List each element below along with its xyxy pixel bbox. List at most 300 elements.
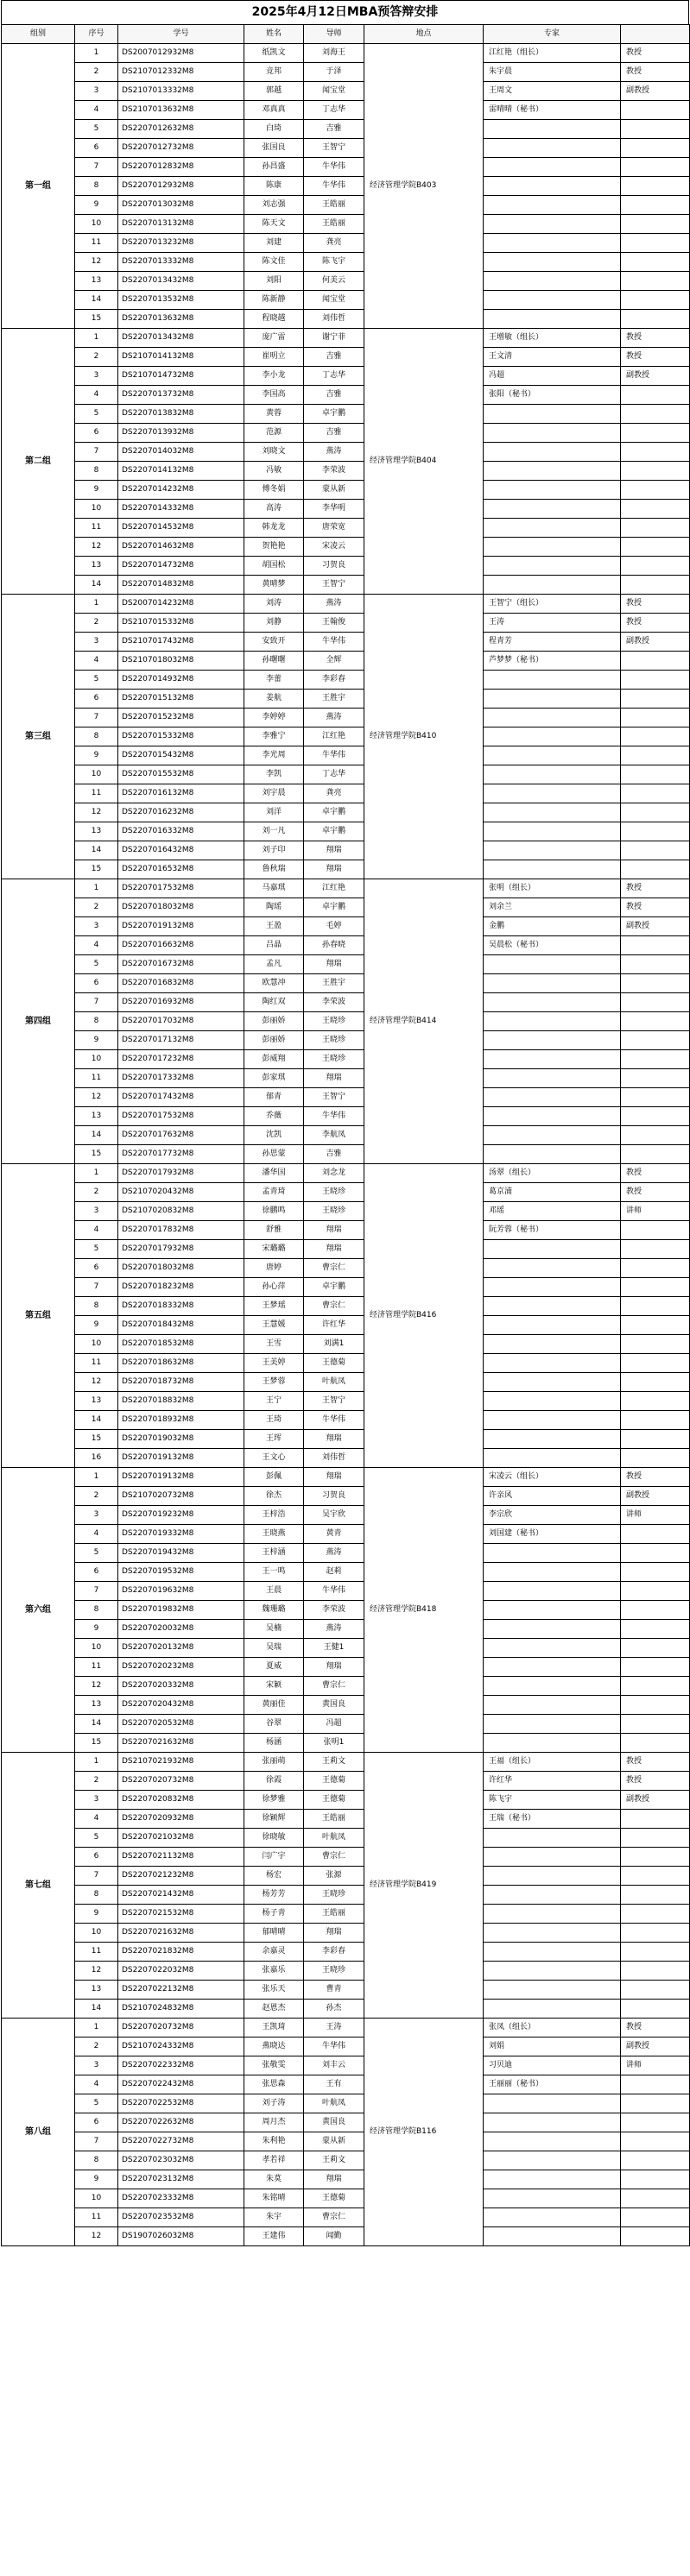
expert-title-cell <box>621 2227 690 2246</box>
expert-title-cell: 副教授 <box>621 917 690 936</box>
seq-cell: 7 <box>75 443 118 462</box>
expert-title-cell <box>621 974 690 993</box>
expert-title-cell <box>621 1601 690 1620</box>
expert-name-cell <box>484 860 621 879</box>
expert-name-cell <box>484 2170 621 2189</box>
table-row <box>2 538 690 557</box>
student-id-cell: DS2207021232M8 <box>118 1867 244 1886</box>
seq-cell: 11 <box>75 519 118 538</box>
expert-title-cell <box>621 652 690 671</box>
student-name-cell: 郁晴晴 <box>244 1924 304 1943</box>
advisor-cell: 王德菊 <box>304 1772 364 1791</box>
table-row <box>2 1297 690 1316</box>
expert-name-cell <box>484 291 621 310</box>
expert-name-cell: 雷晴晴（秘书） <box>484 101 621 120</box>
expert-name-cell <box>484 1259 621 1278</box>
table-row <box>2 746 690 765</box>
table-row <box>2 2227 690 2246</box>
student-name-cell: 朱莫 <box>244 2170 304 2189</box>
advisor-cell: 王德菊 <box>304 1354 364 1373</box>
student-name-cell: 张思森 <box>244 2075 304 2094</box>
table-row <box>2 82 690 101</box>
expert-title-cell: 教授 <box>621 329 690 348</box>
table-row <box>2 1107 690 1126</box>
expert-title-cell: 副教授 <box>621 1487 690 1506</box>
student-id-cell: DS2207015432M8 <box>118 746 244 765</box>
expert-name-cell <box>484 443 621 462</box>
expert-name-cell <box>484 1715 621 1734</box>
student-id-cell: DS2207017332M8 <box>118 1069 244 1088</box>
student-name-cell: 孙心萍 <box>244 1278 304 1297</box>
advisor-cell: 王晓珍 <box>304 1012 364 1031</box>
advisor-cell: 王晓珍 <box>304 1050 364 1069</box>
expert-name-cell <box>484 2094 621 2113</box>
advisor-cell: 曹宗仁 <box>304 1848 364 1867</box>
expert-title-cell <box>621 2113 690 2132</box>
expert-title-cell <box>621 1696 690 1715</box>
expert-title-cell <box>621 1240 690 1259</box>
table-row <box>2 1392 690 1411</box>
student-id-cell: DS2207020932M8 <box>118 1810 244 1829</box>
expert-title-cell <box>621 1335 690 1354</box>
table-row <box>2 1335 690 1354</box>
seq-cell: 3 <box>75 1202 118 1221</box>
student-id-cell: DS2207017532M8 <box>118 1107 244 1126</box>
student-name-cell: 刘晓文 <box>244 443 304 462</box>
expert-name-cell <box>484 727 621 746</box>
student-id-cell: DS1907026032M8 <box>118 2227 244 2246</box>
expert-title-cell <box>621 1278 690 1297</box>
expert-name-cell <box>484 1943 621 1962</box>
student-name-cell: 陶瑶 <box>244 898 304 917</box>
student-id-cell: DS2207020132M8 <box>118 1639 244 1658</box>
seq-cell: 15 <box>75 1145 118 1164</box>
table-row <box>2 614 690 633</box>
header-expert-title <box>621 25 690 44</box>
student-name-cell: 李凯 <box>244 765 304 784</box>
seq-cell: 5 <box>75 405 118 424</box>
expert-name-cell <box>484 974 621 993</box>
expert-title-cell <box>621 291 690 310</box>
student-name-cell: 余嘉灵 <box>244 1943 304 1962</box>
student-id-cell: DS2207017932M8 <box>118 1240 244 1259</box>
group-name: 第五组 <box>2 1164 75 1468</box>
table-row <box>2 1791 690 1810</box>
student-id-cell: DS2207012832M8 <box>118 158 244 177</box>
student-id-cell: DS2207018532M8 <box>118 1335 244 1354</box>
seq-cell: 5 <box>75 1829 118 1848</box>
advisor-cell: 王皓丽 <box>304 196 364 215</box>
expert-name-cell <box>484 1620 621 1639</box>
expert-title-cell <box>621 746 690 765</box>
table-row <box>2 652 690 671</box>
seq-cell: 2 <box>75 63 118 82</box>
advisor-cell: 赵莉 <box>304 1563 364 1582</box>
advisor-cell: 许红华 <box>304 1316 364 1335</box>
advisor-cell: 李航凤 <box>304 1126 364 1145</box>
advisor-cell: 刘丰云 <box>304 2056 364 2075</box>
student-id-cell: DS2207023132M8 <box>118 2170 244 2189</box>
expert-name-cell <box>484 1449 621 1468</box>
student-id-cell: DS2207015332M8 <box>118 727 244 746</box>
student-id-cell: DS2207022132M8 <box>118 1981 244 2000</box>
expert-name-cell <box>484 1563 621 1582</box>
student-name-cell: 闫广宇 <box>244 1848 304 1867</box>
table-row <box>2 2056 690 2075</box>
student-name-cell: 陶红双 <box>244 993 304 1012</box>
student-id-cell: DS2207016332M8 <box>118 822 244 841</box>
student-name-cell: 韩龙龙 <box>244 519 304 538</box>
student-name-cell: 胡国松 <box>244 557 304 576</box>
seq-cell: 15 <box>75 310 118 329</box>
advisor-cell: 江红艳 <box>304 879 364 898</box>
seq-cell: 6 <box>75 139 118 158</box>
advisor-cell: 翔瑞 <box>304 955 364 974</box>
advisor-cell: 翔瑞 <box>304 841 364 860</box>
table-row <box>2 690 690 709</box>
expert-title-cell <box>621 1734 690 1753</box>
expert-title-cell <box>621 519 690 538</box>
student-id-cell: DS2207020332M8 <box>118 1677 244 1696</box>
student-name-cell: 彭丽娇 <box>244 1031 304 1050</box>
student-id-cell: DS2207013132M8 <box>118 215 244 234</box>
expert-title-cell <box>621 1886 690 1905</box>
table-row <box>2 500 690 519</box>
table-row <box>2 462 690 481</box>
student-id-cell: DS2207018332M8 <box>118 1297 244 1316</box>
expert-title-cell: 教授 <box>621 1753 690 1772</box>
table-row <box>2 557 690 576</box>
seq-cell: 13 <box>75 557 118 576</box>
student-name-cell: 刘阳 <box>244 272 304 291</box>
expert-name-cell <box>484 1582 621 1601</box>
expert-name-cell <box>484 1088 621 1107</box>
expert-title-cell <box>621 1867 690 1886</box>
seq-cell: 10 <box>75 1639 118 1658</box>
expert-title-cell <box>621 1449 690 1468</box>
advisor-cell: 黄国良 <box>304 2113 364 2132</box>
seq-cell: 5 <box>75 1240 118 1259</box>
table-row <box>2 993 690 1012</box>
student-name-cell: 夏威 <box>244 1658 304 1677</box>
expert-title-cell <box>621 955 690 974</box>
schedule-sheet <box>1 0 689 2246</box>
student-name-cell: 王文心 <box>244 1449 304 1468</box>
advisor-cell: 卓宇鹏 <box>304 1278 364 1297</box>
expert-title-cell: 教授 <box>621 348 690 367</box>
seq-cell: 11 <box>75 1354 118 1373</box>
student-name-cell: 王慧媛 <box>244 1316 304 1335</box>
table-row <box>2 481 690 500</box>
advisor-cell: 王晓珍 <box>304 1031 364 1050</box>
table-row <box>2 253 690 272</box>
expert-title-cell <box>621 993 690 1012</box>
expert-name-cell: 吴晨松（秘书） <box>484 936 621 955</box>
table-body <box>2 44 690 2246</box>
expert-title-cell <box>621 727 690 746</box>
student-id-cell: DS2107020832M8 <box>118 1202 244 1221</box>
advisor-cell: 翔瑞 <box>304 2170 364 2189</box>
seq-cell: 2 <box>75 614 118 633</box>
advisor-cell: 丁志华 <box>304 367 364 386</box>
seq-cell: 9 <box>75 1620 118 1639</box>
student-id-cell: DS2207017732M8 <box>118 1145 244 1164</box>
student-name-cell: 王一鸣 <box>244 1563 304 1582</box>
expert-title-cell <box>621 234 690 253</box>
venue-cell: 经济管理学院B419 <box>364 1753 484 2019</box>
student-name-cell: 吴楠 <box>244 1620 304 1639</box>
table-row <box>2 1886 690 1905</box>
student-name-cell: 吕晶 <box>244 936 304 955</box>
expert-name-cell <box>484 196 621 215</box>
expert-title-cell <box>621 1943 690 1962</box>
advisor-cell: 陈飞宇 <box>304 253 364 272</box>
table-row <box>2 1278 690 1297</box>
table-row <box>2 1924 690 1943</box>
student-name-cell: 宋颖 <box>244 1677 304 1696</box>
seq-cell: 13 <box>75 272 118 291</box>
student-id-cell: DS2207013832M8 <box>118 405 244 424</box>
student-name-cell: 彭佩 <box>244 1468 304 1487</box>
student-id-cell: DS2207014532M8 <box>118 519 244 538</box>
student-id-cell: DS2207016732M8 <box>118 955 244 974</box>
expert-title-cell <box>621 386 690 405</box>
seq-cell: 10 <box>75 1924 118 1943</box>
seq-cell: 5 <box>75 120 118 139</box>
table-row <box>2 1373 690 1392</box>
student-id-cell: DS2107024832M8 <box>118 2000 244 2019</box>
seq-cell: 14 <box>75 576 118 595</box>
advisor-cell: 牛华伟 <box>304 177 364 196</box>
student-id-cell: DS2107012332M8 <box>118 63 244 82</box>
student-name-cell: 郭越 <box>244 82 304 101</box>
advisor-cell: 黄青 <box>304 1525 364 1544</box>
advisor-cell: 牛华伟 <box>304 1411 364 1430</box>
advisor-cell: 王智宁 <box>304 1392 364 1411</box>
student-name-cell: 王建伟 <box>244 2227 304 2246</box>
group-name: 第一组 <box>2 44 75 329</box>
student-id-cell: DS2207020532M8 <box>118 1715 244 1734</box>
table-row <box>2 1031 690 1050</box>
expert-title-cell: 教授 <box>621 2019 690 2037</box>
expert-title-cell <box>621 936 690 955</box>
expert-title-cell <box>621 1145 690 1164</box>
seq-cell: 11 <box>75 784 118 803</box>
expert-name-cell: 王福（组长） <box>484 1753 621 1772</box>
expert-name-cell <box>484 955 621 974</box>
advisor-cell: 燕涛 <box>304 1620 364 1639</box>
student-id-cell: DS2207019632M8 <box>118 1582 244 1601</box>
table-row <box>2 2019 690 2037</box>
expert-name-cell <box>484 1829 621 1848</box>
expert-title-cell: 讲师 <box>621 1506 690 1525</box>
student-id-cell: DS2207019532M8 <box>118 1563 244 1582</box>
seq-cell: 1 <box>75 2019 118 2037</box>
advisor-cell: 王健1 <box>304 1639 364 1658</box>
expert-name-cell <box>484 1373 621 1392</box>
expert-title-cell <box>621 462 690 481</box>
student-name-cell: 徐杰 <box>244 1487 304 1506</box>
student-name-cell: 赵恩杰 <box>244 2000 304 2019</box>
student-id-cell: DS2207023332M8 <box>118 2189 244 2208</box>
seq-cell: 11 <box>75 1943 118 1962</box>
expert-name-cell <box>484 1696 621 1715</box>
advisor-cell: 李彩春 <box>304 1943 364 1962</box>
student-id-cell: DS2107014132M8 <box>118 348 244 367</box>
expert-name-cell <box>484 310 621 329</box>
table-row <box>2 1582 690 1601</box>
expert-title-cell <box>621 253 690 272</box>
expert-title-cell <box>621 1677 690 1696</box>
expert-name-cell <box>484 1145 621 1164</box>
student-name-cell: 刘涛 <box>244 595 304 614</box>
expert-name-cell <box>484 1126 621 1145</box>
table-row <box>2 2113 690 2132</box>
expert-name-cell: 王文清 <box>484 348 621 367</box>
expert-title-cell <box>621 1259 690 1278</box>
seq-cell: 4 <box>75 652 118 671</box>
advisor-cell: 王莉文 <box>304 1753 364 1772</box>
expert-title-cell <box>621 481 690 500</box>
expert-title-cell <box>621 1316 690 1335</box>
student-id-cell: DS2107021932M8 <box>118 1753 244 1772</box>
student-id-cell: DS2207012732M8 <box>118 139 244 158</box>
table-row <box>2 120 690 139</box>
seq-cell: 12 <box>75 2227 118 2246</box>
expert-name-cell <box>484 1411 621 1430</box>
expert-title-cell <box>621 158 690 177</box>
expert-name-cell: 张凤（组长） <box>484 2019 621 2037</box>
seq-cell: 2 <box>75 1772 118 1791</box>
seq-cell: 12 <box>75 1373 118 1392</box>
seq-cell: 7 <box>75 2132 118 2151</box>
table-row <box>2 405 690 424</box>
student-name-cell: 陈天文 <box>244 215 304 234</box>
expert-name-cell <box>484 1886 621 1905</box>
seq-cell: 12 <box>75 253 118 272</box>
expert-name-cell <box>484 1962 621 1981</box>
expert-name-cell: 王增敏（组长） <box>484 329 621 348</box>
student-id-cell: DS2107018032M8 <box>118 652 244 671</box>
student-id-cell: DS2207020732M8 <box>118 1772 244 1791</box>
seq-cell: 2 <box>75 1487 118 1506</box>
expert-title-cell: 教授 <box>621 1164 690 1183</box>
advisor-cell: 张明1 <box>304 1734 364 1753</box>
student-id-cell: DS2207023532M8 <box>118 2208 244 2227</box>
table-row <box>2 1962 690 1981</box>
seq-cell: 14 <box>75 291 118 310</box>
student-name-cell: 刘建 <box>244 234 304 253</box>
expert-title-cell <box>621 822 690 841</box>
student-id-cell: DS2207012932M8 <box>118 177 244 196</box>
advisor-cell: 王晓珍 <box>304 1962 364 1981</box>
expert-name-cell: 程青芳 <box>484 633 621 652</box>
advisor-cell: 冯超 <box>304 1715 364 1734</box>
table-row <box>2 1240 690 1259</box>
student-name-cell: 徐鹏鸣 <box>244 1202 304 1221</box>
student-id-cell: DS2207017432M8 <box>118 1088 244 1107</box>
student-name-cell: 徐梦雅 <box>244 1791 304 1810</box>
seq-cell: 15 <box>75 1430 118 1449</box>
table-row <box>2 841 690 860</box>
student-id-cell: DS2207013532M8 <box>118 291 244 310</box>
seq-cell: 2 <box>75 1183 118 1202</box>
expert-name-cell: 宋凌云（组长） <box>484 1468 621 1487</box>
seq-cell: 8 <box>75 1601 118 1620</box>
seq-cell: 10 <box>75 1335 118 1354</box>
expert-title-cell <box>621 765 690 784</box>
student-id-cell: DS2207013332M8 <box>118 253 244 272</box>
expert-title-cell: 讲师 <box>621 1202 690 1221</box>
table-row <box>2 1563 690 1582</box>
expert-title-cell <box>621 709 690 727</box>
seq-cell: 3 <box>75 367 118 386</box>
expert-name-cell <box>484 424 621 443</box>
table-row <box>2 63 690 82</box>
advisor-cell: 王莉文 <box>304 2151 364 2170</box>
table-row <box>2 1867 690 1886</box>
table-row <box>2 1715 690 1734</box>
seq-cell: 6 <box>75 2113 118 2132</box>
student-id-cell: DS2207013632M8 <box>118 310 244 329</box>
header-name: 姓名 <box>244 25 304 44</box>
advisor-cell: 牛华伟 <box>304 1582 364 1601</box>
student-id-cell: DS2207023032M8 <box>118 2151 244 2170</box>
advisor-cell: 牛华伟 <box>304 746 364 765</box>
advisor-cell: 王德菊 <box>304 2189 364 2208</box>
advisor-cell: 王晓珍 <box>304 1183 364 1202</box>
table-row <box>2 101 690 120</box>
seq-cell: 5 <box>75 955 118 974</box>
student-id-cell: DS2207022732M8 <box>118 2132 244 2151</box>
seq-cell: 12 <box>75 1677 118 1696</box>
venue-cell: 经济管理学院B404 <box>364 329 484 595</box>
table-row <box>2 1506 690 1525</box>
seq-cell: 8 <box>75 1297 118 1316</box>
student-id-cell: DS2207016432M8 <box>118 841 244 860</box>
advisor-cell: 习贺良 <box>304 1487 364 1506</box>
student-name-cell: 王凯琦 <box>244 2019 304 2037</box>
student-id-cell: DS2207013032M8 <box>118 196 244 215</box>
student-name-cell: 鲁秋瑞 <box>244 860 304 879</box>
seq-cell: 8 <box>75 1886 118 1905</box>
student-name-cell: 朱铭晴 <box>244 2189 304 2208</box>
seq-cell: 6 <box>75 1848 118 1867</box>
seq-cell: 11 <box>75 2208 118 2227</box>
seq-cell: 15 <box>75 860 118 879</box>
student-name-cell: 彭威翔 <box>244 1050 304 1069</box>
seq-cell: 11 <box>75 1069 118 1088</box>
student-id-cell: DS2207021132M8 <box>118 1848 244 1867</box>
seq-cell: 5 <box>75 1544 118 1563</box>
advisor-cell: 全辉 <box>304 652 364 671</box>
student-id-cell: DS2207017132M8 <box>118 1031 244 1050</box>
seq-cell: 8 <box>75 462 118 481</box>
student-id-cell: DS2207019132M8 <box>118 917 244 936</box>
expert-name-cell <box>484 1069 621 1088</box>
seq-cell: 10 <box>75 1050 118 1069</box>
student-id-cell: DS2207014032M8 <box>118 443 244 462</box>
advisor-cell: 牛华伟 <box>304 2037 364 2056</box>
seq-cell: 7 <box>75 993 118 1012</box>
expert-title-cell: 教授 <box>621 614 690 633</box>
seq-cell: 5 <box>75 2094 118 2113</box>
advisor-cell: 孙春晓 <box>304 936 364 955</box>
expert-name-cell <box>484 841 621 860</box>
student-id-cell: DS2207012632M8 <box>118 120 244 139</box>
advisor-cell: 刘伟哲 <box>304 310 364 329</box>
expert-name-cell <box>484 2151 621 2170</box>
